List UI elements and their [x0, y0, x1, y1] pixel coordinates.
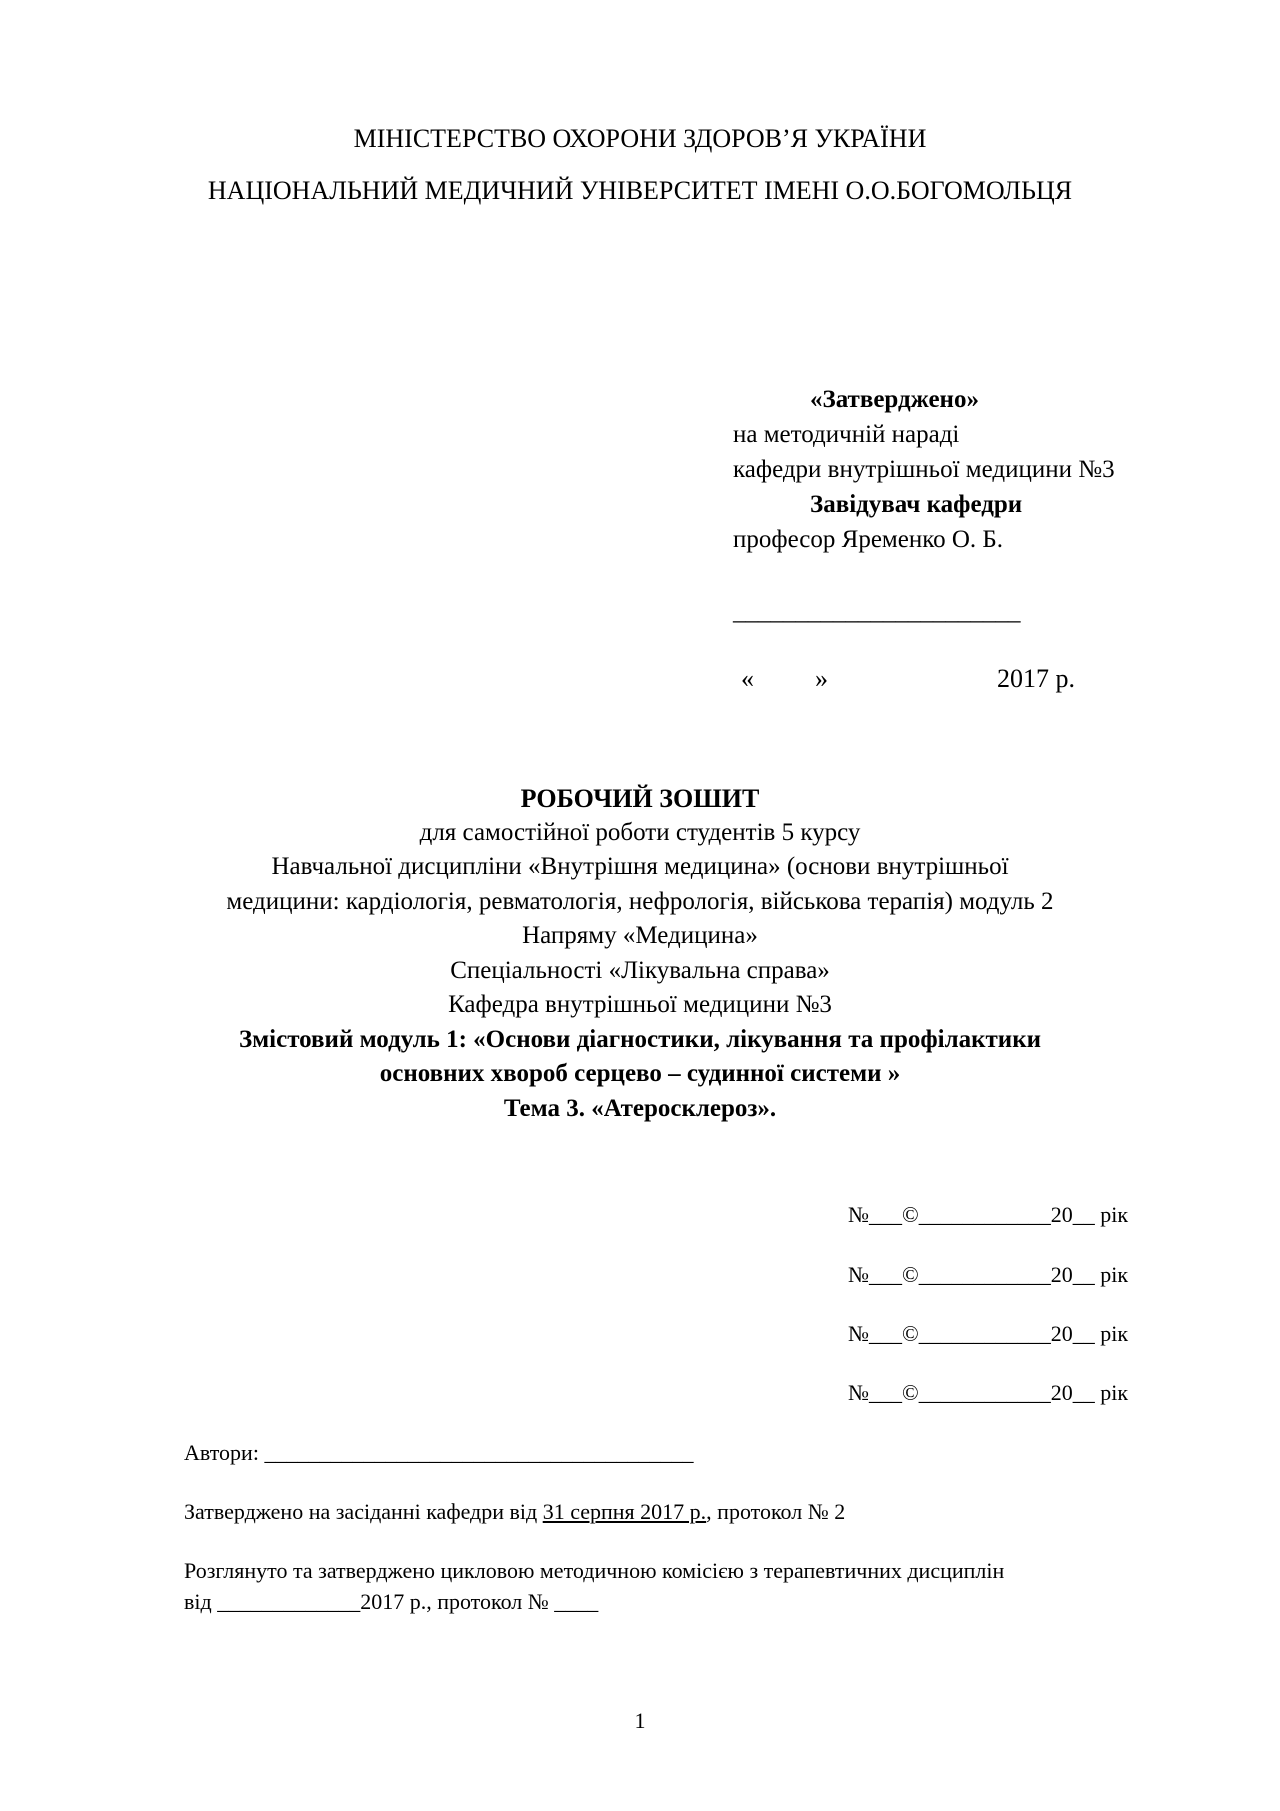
approved-suffix: , протокол № 2: [706, 1499, 846, 1524]
approved-prefix: Затверджено на засіданні кафедри від: [184, 1499, 543, 1524]
approval-line-meeting: на методичній нараді: [733, 421, 960, 448]
ministry-heading: МІНІСТЕРСТВО ОХОРОНИ ЗДОРОВ’Я УКРАЇНИ: [353, 124, 927, 153]
approval-title: «Затверджено»: [810, 386, 979, 413]
approval-date-year: 2017 р.: [997, 664, 1075, 693]
page-number: 1: [634, 1708, 646, 1733]
workbook-line-specialty: Спеціальності «Лікувальна справа»: [450, 957, 830, 984]
authors-line: Автори: _______________________________________: [184, 1440, 694, 1465]
approval-line-department: кафедри внутрішньої медицини №3: [733, 456, 1115, 483]
approved-date: 31 серпня 2017 р.: [542, 1499, 707, 1524]
workbook-line-department: Кафедра внутрішньої медицини №3: [448, 991, 832, 1018]
workbook-line-medicine-branches: медицини: кардіологія, ревматологія, нефрологія, військова терапія) модуль 2: [226, 888, 1054, 915]
registry-line: №___©____________20__ рік: [848, 1380, 1129, 1405]
registry-line: №___©____________20__ рік: [848, 1202, 1129, 1227]
approval-signature-line: _______________________: [733, 598, 1021, 625]
approved-at-meeting-line: [184, 1499, 845, 1525]
workbook-line-students: для самостійної роботи студентів 5 курсу: [419, 819, 861, 846]
approval-head-name: професор Яременко О. Б.: [733, 526, 1003, 553]
workbook-line-direction: Напряму «Медицина»: [522, 922, 758, 949]
university-heading: НАЦІОНАЛЬНИЙ МЕДИЧНИЙ УНІВЕРСИТЕТ ІМЕНІ О.О.БОГОМОЛЬЦЯ: [207, 176, 1073, 205]
approval-head-title: Завідувач кафедри: [810, 491, 1023, 518]
workbook-line-discipline: Навчальної дисципліни «Внутрішня медицина» (основи внутрішньої: [271, 853, 1009, 880]
reviewed-line2: від _____________2017 р., протокол № ____: [184, 1589, 599, 1614]
workbook-title: РОБОЧИЙ ЗОШИТ: [520, 784, 760, 813]
workbook-topic: Тема 3. «Атеросклероз».: [503, 1095, 777, 1122]
approval-date-quote-close: »: [815, 664, 828, 693]
workbook-module-line1: Змістовий модуль 1: «Основи діагностики, лікування та профілактики: [238, 1026, 1042, 1053]
registry-line: №___©____________20__ рік: [848, 1262, 1129, 1287]
reviewed-line1: Розглянуто та затверджено цикловою методичною комісією з терапевтичних дисциплін: [184, 1558, 1005, 1583]
workbook-module-line2: основних хвороб серцево – судинної системи »: [379, 1060, 901, 1087]
approval-date-quote-open: «: [741, 664, 754, 693]
registry-line: №___©____________20__ рік: [848, 1321, 1129, 1346]
